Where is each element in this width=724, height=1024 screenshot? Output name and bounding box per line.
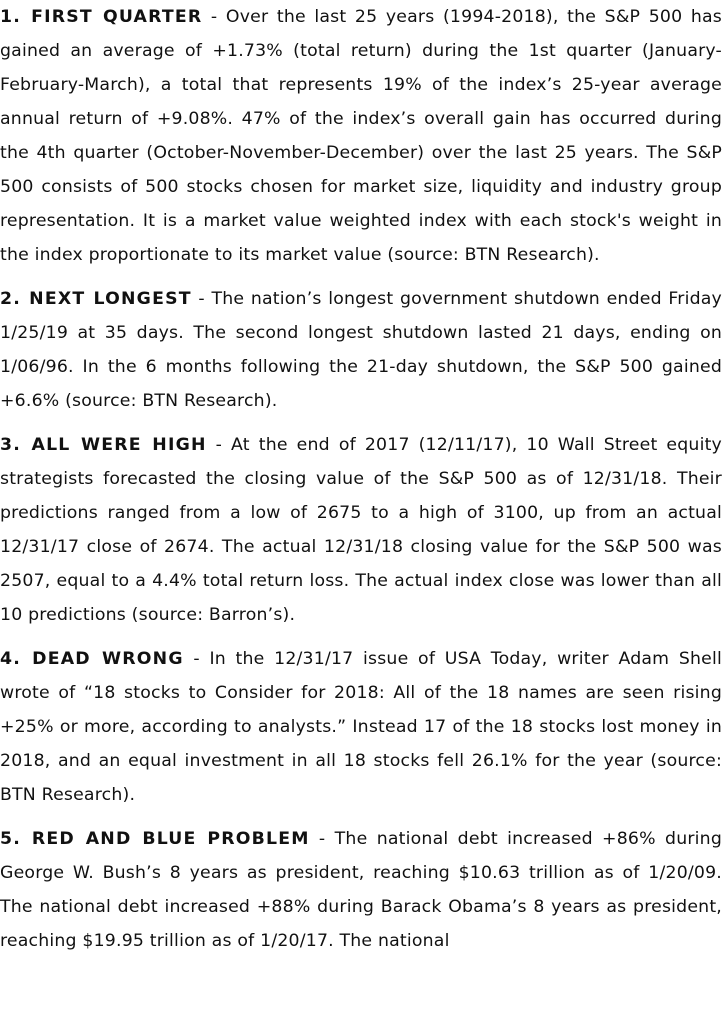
body-all-were-high: - At the end of 2017 (12/11/17), 10 Wall Street equity strategists forecasted the closing value of the S&P 500 as of 12/31/18. Their predictions ranged from a low of 2675 to a high of 3100, up from an actual 12/31/17 close of 2674. The actual 12/31/18 closing value for the S&P 500 was 2507, equal to a 4.4% total return loss. The actual index close was lower than all 10 predictions (source: Barron’s).: [0, 435, 722, 625]
paragraph-first-quarter: [0, 0, 722, 272]
body-red-and-blue-problem: - The national debt increased +86% during George W. Bush’s 8 years as president, reaching $10.63 trillion as of 1/20/09. The national debt increased +88% during Barack Obama’s 8 years as president, reaching $19.95 trillion as of 1/20/17. The national: [0, 829, 723, 951]
paragraph-dead-wrong: [0, 642, 722, 812]
paragraph-red-and-blue-problem: [0, 822, 722, 958]
heading-first-quarter: 1. FIRST QUARTER: [0, 7, 203, 27]
heading-next-longest: 2. NEXT LONGEST: [0, 289, 192, 309]
body-next-longest: - The nation’s longest government shutdown ended Friday 1/25/19 at 35 days. The second longest shutdown lasted 21 days, ending on 1/06/96. In the 6 months following the 21-day shutdown, the S&P 500 gained +6.6% (source: BTN Research).: [0, 289, 722, 411]
paragraph-next-longest: [0, 282, 722, 418]
paragraph-all-were-high: [0, 428, 722, 632]
heading-dead-wrong: 4. DEAD WRONG: [0, 649, 184, 669]
body-dead-wrong: - In the 12/31/17 issue of USA Today, writer Adam Shell wrote of “18 stocks to Consider for 2018: All of the 18 names are seen rising +25% or more, according to analysts.” Instead 17 of the 18 stocks lost money in 2018, and an equal investment in all 18 stocks fell 26.1% for the year (source: BTN Research).: [0, 649, 722, 805]
heading-red-and-blue-problem: 5. RED AND BLUE PROBLEM: [0, 829, 310, 849]
heading-all-were-high: 3. ALL WERE HIGH: [0, 435, 207, 455]
body-first-quarter: - Over the last 25 years (1994-2018), the S&P 500 has gained an average of +1.73% (total return) during the 1st quarter (January-February-March), a total that represents 19% of the index’s 25-year average annual return of +9.08%. 47% of the index’s overall gain has occurred during the 4th quarter (October-November-December) over the last 25 years. The S&P 500 consists of 500 stocks chosen for market size, liquidity and industry group representation. It is a market value weighted index with each stock's weight in the index proportionate to its market value (source: BTN Research).: [0, 7, 722, 265]
